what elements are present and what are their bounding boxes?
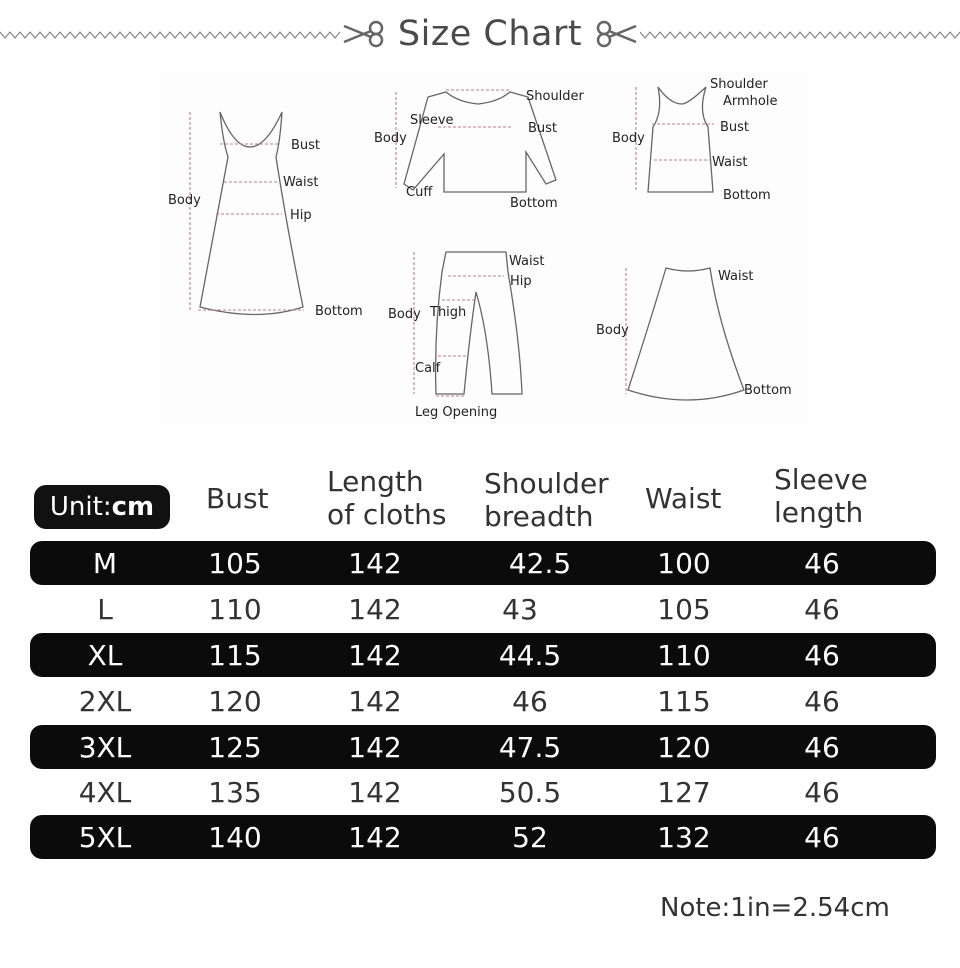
cell-bust: 110 <box>208 593 262 626</box>
zigzag-divider-left <box>0 30 340 40</box>
cell-length: 142 <box>348 821 402 854</box>
table-row <box>30 541 936 585</box>
header-sleeve <box>774 463 868 529</box>
cell-size: 4XL <box>78 776 132 809</box>
cell-sleeve: 46 <box>804 685 840 718</box>
cell-waist: 120 <box>657 731 711 764</box>
cell-sleeve: 46 <box>804 776 840 809</box>
label-top-shoulder: Shoulder <box>526 89 584 104</box>
table-row <box>30 815 936 859</box>
label-dress-hip: Hip <box>290 208 312 223</box>
cell-bust: 140 <box>208 821 262 854</box>
cell-length: 142 <box>348 685 402 718</box>
label-vest-waist: Waist <box>712 155 748 170</box>
cell-shoulder: 43 <box>502 593 538 626</box>
label-vest-bust: Bust <box>720 120 750 135</box>
vest-outline <box>648 87 713 192</box>
zigzag-divider-right <box>640 30 960 40</box>
header-shoulder-line1: Shoulder <box>484 467 609 500</box>
conversion-note: Note:1in=2.54cm <box>660 893 890 923</box>
cell-waist: 115 <box>657 685 711 718</box>
label-pants-calf: Calf <box>415 361 441 376</box>
title-bar <box>0 8 960 54</box>
cell-size: XL <box>87 639 123 672</box>
label-dress-body: Body <box>168 193 201 208</box>
label-top-bust: Bust <box>528 121 558 136</box>
label-skirt-waist: Waist <box>718 269 754 284</box>
label-dress-bottom: Bottom <box>315 304 363 319</box>
cell-size: M <box>92 547 118 580</box>
garment-illustrations <box>158 72 808 424</box>
page-title: Size Chart <box>397 14 583 54</box>
table-row <box>30 679 936 723</box>
cell-bust: 105 <box>208 547 262 580</box>
label-top-sleeve: Sleeve <box>410 113 454 128</box>
cell-shoulder: 42.5 <box>508 547 572 580</box>
label-top-bottom: Bottom <box>510 196 558 211</box>
label-dress-bust: Bust <box>291 138 321 153</box>
header-sleeve-line2: length <box>774 496 864 529</box>
cell-length: 142 <box>348 639 402 672</box>
cell-bust: 135 <box>208 776 262 809</box>
label-vest-armhole: Armhole <box>723 94 778 109</box>
cell-shoulder: 50.5 <box>498 776 562 809</box>
label-vest-body: Body <box>612 131 645 146</box>
cell-length: 142 <box>348 547 402 580</box>
header-bust: Bust <box>206 482 269 515</box>
table-row <box>30 587 936 631</box>
cell-waist: 105 <box>657 593 711 626</box>
header-length-line2: of cloths <box>327 498 447 531</box>
cell-size: 2XL <box>78 685 132 718</box>
header-sleeve-line1: Sleeve <box>774 463 868 496</box>
scissors-icon <box>590 20 638 48</box>
cell-bust: 115 <box>208 639 262 672</box>
top-outline <box>404 92 556 192</box>
header-shoulder <box>484 467 609 533</box>
dress-outline <box>200 112 303 315</box>
unit-badge <box>34 485 170 529</box>
cell-bust: 120 <box>208 685 262 718</box>
cell-sleeve: 46 <box>804 547 840 580</box>
label-top-cuff: Cuff <box>406 185 433 200</box>
cell-shoulder: 46 <box>512 685 548 718</box>
measurement-diagram <box>158 72 808 424</box>
cell-length: 142 <box>348 731 402 764</box>
label-pants-leg-opening: Leg Opening <box>415 405 498 420</box>
cell-size: 5XL <box>78 821 132 854</box>
scissors-icon <box>342 20 390 48</box>
table-row <box>30 633 936 677</box>
table-row <box>30 725 936 769</box>
label-skirt-bottom: Bottom <box>744 383 792 398</box>
label-top-body: Body <box>374 131 407 146</box>
label-vest-bottom: Bottom <box>723 188 771 203</box>
table-row <box>30 770 936 814</box>
label-pants-hip: Hip <box>510 274 532 289</box>
header-length-line1: Length <box>327 465 424 498</box>
cell-sleeve: 46 <box>804 639 840 672</box>
cell-waist: 100 <box>657 547 711 580</box>
cell-length: 142 <box>348 776 402 809</box>
cell-length: 142 <box>348 593 402 626</box>
cell-shoulder: 47.5 <box>498 731 562 764</box>
cell-waist: 127 <box>657 776 711 809</box>
skirt-outline <box>628 268 744 400</box>
label-dress-waist: Waist <box>283 175 319 190</box>
title-group <box>340 14 640 54</box>
cell-sleeve: 46 <box>804 821 840 854</box>
unit-prefix: Unit: <box>49 492 112 522</box>
label-pants-waist: Waist <box>509 254 545 269</box>
label-skirt-body: Body <box>596 323 629 338</box>
header-waist: Waist <box>645 482 722 515</box>
cell-shoulder: 44.5 <box>498 639 562 672</box>
header-shoulder-line2: breadth <box>484 500 594 533</box>
cell-waist: 132 <box>657 821 711 854</box>
cell-bust: 125 <box>208 731 262 764</box>
cell-sleeve: 46 <box>804 593 840 626</box>
header-length <box>327 465 447 531</box>
unit-value: cm <box>111 492 155 522</box>
cell-sleeve: 46 <box>804 731 840 764</box>
cell-size: 3XL <box>78 731 132 764</box>
label-pants-body: Body <box>388 307 421 322</box>
cell-waist: 110 <box>657 639 711 672</box>
cell-size: L <box>97 593 113 626</box>
label-pants-thigh: Thigh <box>430 305 467 320</box>
cell-shoulder: 52 <box>512 821 548 854</box>
label-vest-shoulder: Shoulder <box>710 77 768 92</box>
